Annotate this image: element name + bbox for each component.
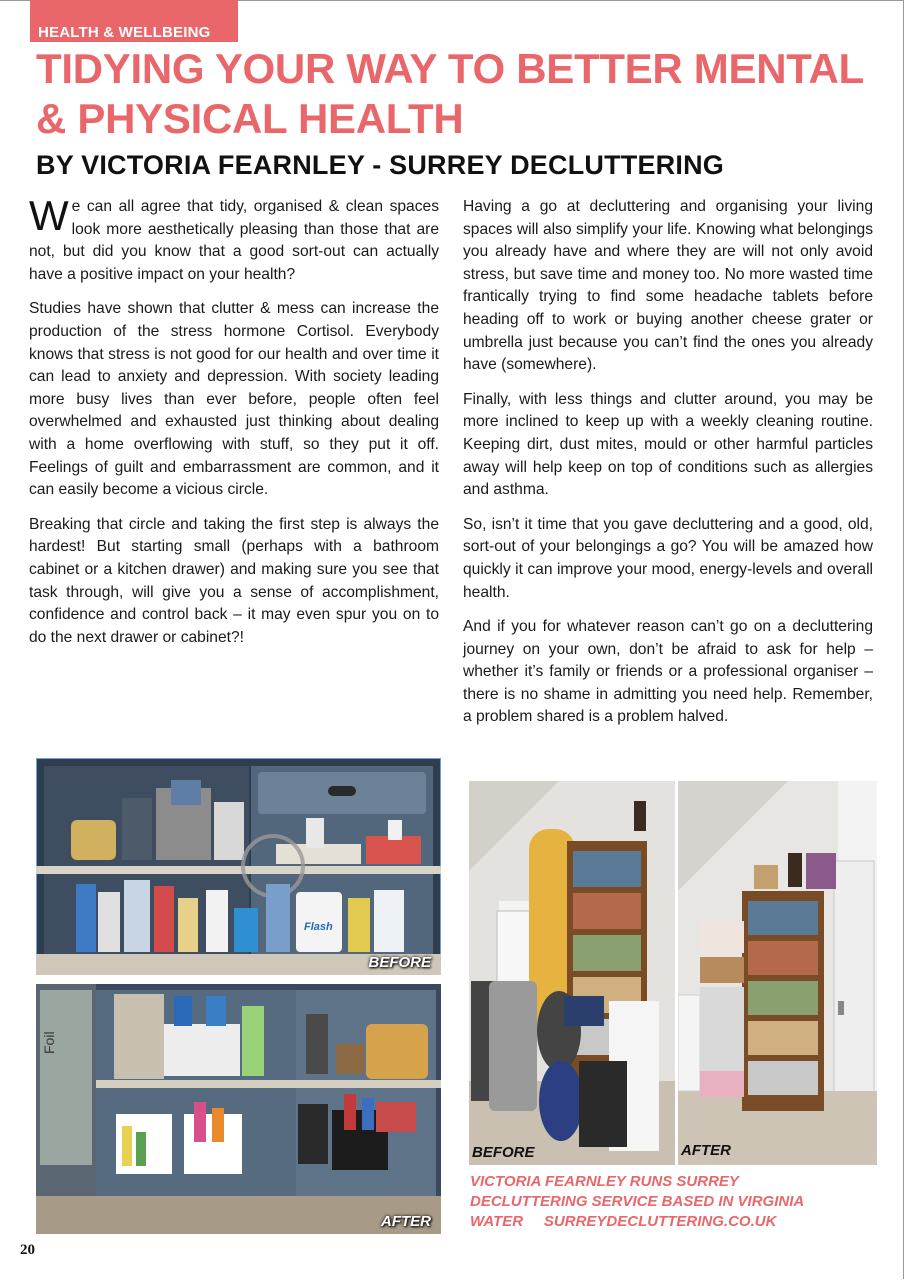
cabinet-after-photo	[36, 984, 441, 1234]
caption-line-3a: WATER	[470, 1213, 524, 1230]
foil-label: Foil	[41, 1031, 57, 1054]
page-number: 20	[20, 1242, 35, 1258]
room-before-photo	[469, 781, 675, 1165]
article-paragraph-7: And if you for whatever reason can’t go on a decluttering journey on your own, don’t be afraid to ask for help – whether it’s family or friends or a professional organiser – there is no shame in admitting you need help. Remember, a problem shared is a problem halved.	[463, 618, 873, 726]
caption-line-2: DECLUTTERING SERVICE BASED IN VIRGINIA	[470, 1193, 805, 1210]
paragraph-1-text: e can all agree that tidy, organised & clean spaces look more aesthetically pleasing than those that are not, but did you know that a good sort-out can actually have a positive impact on your health?	[29, 198, 439, 283]
article-paragraph-6: So, isn’t it time that you gave decluttering and a good, old, sort-out of your belongings a go? You will be amazed how quickly it can improve your mood, energy-levels and overall health.	[463, 515, 873, 601]
room-before-label: BEFORE	[472, 1144, 535, 1161]
byline: BY VICTORIA FEARNLEY - SURREY DECLUTTERING	[36, 150, 724, 180]
article-paragraph-2: Studies have shown that clutter & mess can increase the production of the stress hormone Cortisol. Everybody knows that stress is not good for our health and over time it can lead to anxiety and depression. With society leading more busy lives than ever before, people often feel overwhelmed and exhausted just thinking about dealing with a home overflowing with stuff, so they put it off. Feelings of guilt and embarrassment are common, and it can easily become a vicious circle.	[29, 300, 439, 499]
room-after-label: AFTER	[681, 1142, 731, 1159]
drop-cap: W	[29, 192, 69, 239]
room-after-photo	[678, 781, 877, 1165]
cabinet-after-label: AFTER	[381, 1213, 431, 1230]
photo-caption	[470, 1172, 880, 1232]
website-link[interactable]: SURREYDECLUTTERING.CO.UK	[543, 1213, 777, 1230]
article-column-right	[463, 196, 873, 741]
flash-label: Flash	[304, 921, 333, 933]
cabinet-before-photo	[36, 758, 441, 975]
article-paragraph-3: Breaking that circle and taking the first step is always the hardest! But starting small (perhaps with a bathroom cabinet or a kitchen drawer) and making sure you see that task through, will give you a sense of accomplishment, confidence and control back – it may even spur you on to do the next drawer or cabinet?!	[29, 515, 439, 646]
article-paragraph-1	[29, 192, 439, 286]
article-paragraph-4: Having a go at decluttering and organising your living spaces will also simplify your life. Knowing what belongings you already have and where they are will not only avoid stress, but save time and money too. No more wasted time frantically trying to find some headache tablets before heading off to work or buying another cheese grater or umbrella just because you can’t find the ones you already have (somewhere).	[463, 198, 873, 374]
section-label: HEALTH & WELLBEING	[30, 0, 238, 42]
article-paragraph-5: Finally, with less things and clutter around, you may be more inclined to keep up with a weekly cleaning routine. Keeping dirt, dust mites, mould or other harmful particles away will help keep on top of conditions such as allergies and asthma.	[463, 390, 873, 499]
article-column-left	[29, 192, 439, 661]
headline: TIDYING YOUR WAY TO BETTER MENTAL & PHYSICAL HEALTH	[36, 45, 864, 142]
caption-line-1: VICTORIA FEARNLEY RUNS SURREY	[470, 1173, 739, 1190]
cabinet-before-label: BEFORE	[368, 954, 431, 971]
